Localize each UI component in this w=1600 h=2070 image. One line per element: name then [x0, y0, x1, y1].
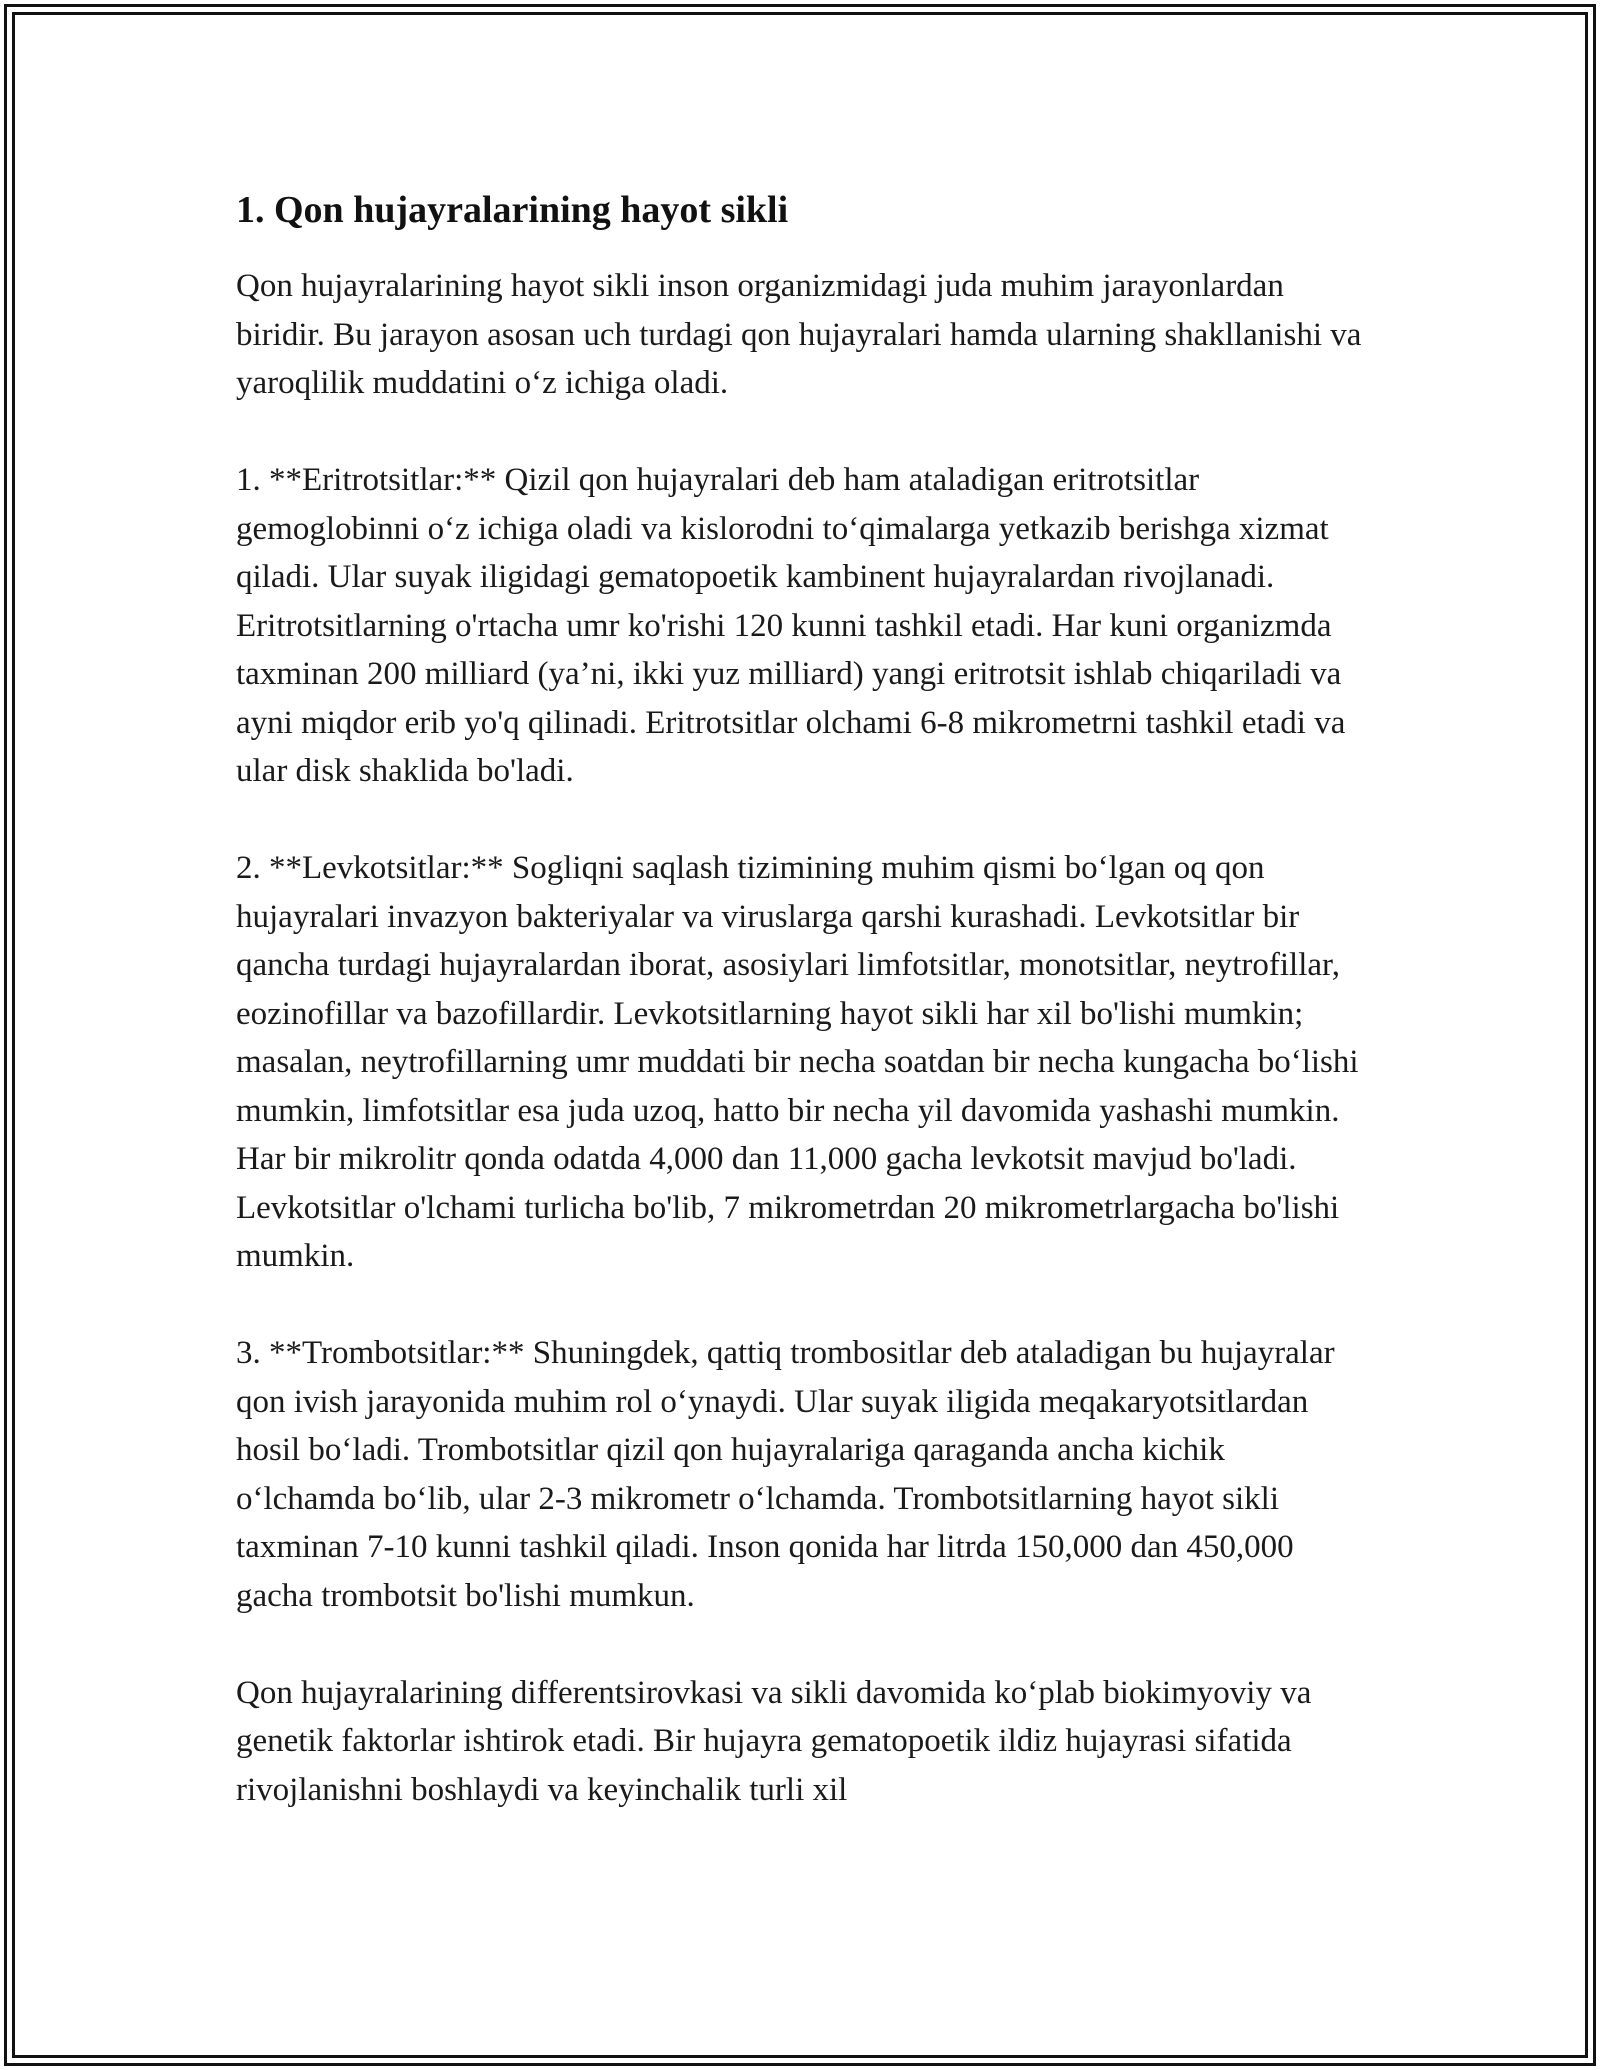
- paragraph-leukocytes: 2. **Levkotsitlar:** Sogliqni saqlash tizimining muhim qismi bo‘lgan oq qon hujayralari invazyon bakteriyalar va viruslarga qarshi kurashadi. Levkotsitlar bir qancha turdagi hujayralardan iborat, asosiylari limfotsitlar, monotsitlar, neytrofillar, eozinofillar va bazofillardir. Levkotsitlarning hayot sikli har xil bo'lishi mumkin; masalan, neytrofillarning umr muddati bir necha soatdan bir necha kungacha bo‘lishi mumkin, limfotsitlar esa juda uzoq, hatto bir necha yil davomida yashashi mumkin. Har bir mikrolitr qonda odatda 4,000 dan 11,000 gacha levkotsit mavjud bo'ladi. Levkotsitlar o'lchami turlicha bo'lib, 7 mikrometrdan 20 mikrometrlargacha bo'lishi mumkin.: [236, 850, 1359, 1274]
- document-page: [236, 184, 1366, 1814]
- paragraph-differentiation: Qon hujayralarining differentsirovkasi va sikli davomida ko‘plab biokimyoviy va genetik faktorlar ishtirok etadi. Bir hujayra gematopoetik ildiz hujayrasi sifatida rivojlanishni boshlaydi va keyinchalik turli xil: [236, 1674, 1312, 1808]
- paragraph-intro: Qon hujayralarining hayot sikli inson organizmidagi juda muhim jarayonlardan biridir. Bu jarayon asosan uch turdagi qon hujayralari hamda ularning shakllanishi va yaroqlilik muddatini o‘z ichiga oladi.: [236, 268, 1362, 401]
- paragraph-erythrocytes: 1. **Eritrotsitlar:** Qizil qon hujayralari deb ham ataladigan eritrotsitlar gemoglobinni o‘z ichiga oladi va kislorodni to‘qimalarga yetkazib berishga xizmat qiladi. Ular suyak iligidagi gematopoetik kambinent hujayralardan rivojlanadi. Eritrotsitlarning o'rtacha umr ko'rishi 120 kunni tashkil etadi. Har kuni organizmda taxminan 200 milliard (ya’ni, ikki yuz milliard) yangi eritrotsit ishlab chiqariladi va ayni miqdor erib yo'q qilinadi. Eritrotsitlar olchami 6-8 mikrometrni tashkil etadi va ular disk shaklida bo'ladi.: [236, 462, 1346, 789]
- paragraph-thrombocytes: 3. **Trombotsitlar:** Shuningdek, qattiq trombositlar deb ataladigan bu hujayralar qon ivish jarayonida muhim rol o‘ynaydi. Ular suyak iligida meqakaryotsitlardan hosil bo‘ladi. Trombotsitlar qizil qon hujayralariga qaraganda ancha kichik o‘lchamda bo‘lib, ular 2-3 mikrometr o‘lchamda. Trombotsitlarning hayot sikli taxminan 7-10 kunni tashkil qiladi. Inson qonida har litrda 150,000 dan 450,000 gacha trombotsit bo'lishi mumkun.: [236, 1335, 1335, 1614]
- section-title: 1. Qon hujayralarining hayot sikli: [236, 189, 789, 231]
